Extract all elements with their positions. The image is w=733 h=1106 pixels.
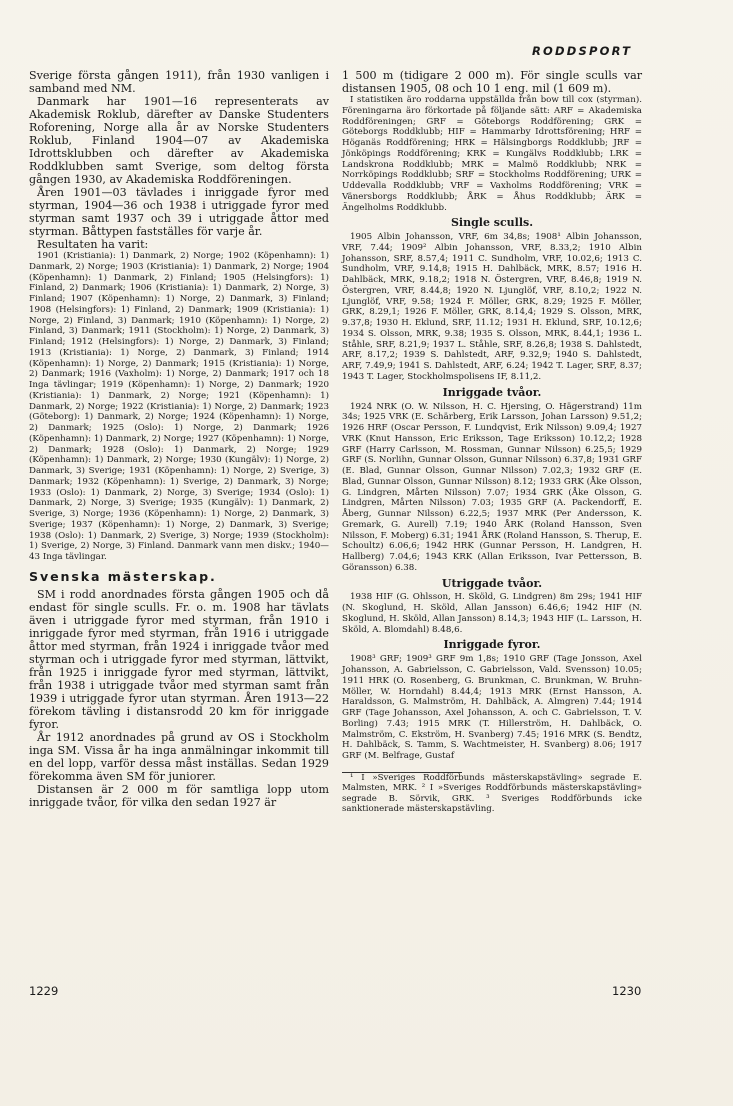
intro-paragraph: Danmark har 1901—16 representerats av Akademisk Roklub, därefter av Danske Studenters Roforening, Norge alla år av Norske Studenters Roklub, Finland 1904—07 av Akademiska Idrottsklubben och därefter av Akademiska Roddklubben samt Sverige, som deltog första gången 1930, av Akademiska Roddföreningen. [29, 95, 329, 186]
sm-paragraph: Distansen är 2 000 m för samtliga lopp utom inriggade tvåor, för vilka den sedan 1927 är [29, 782, 329, 809]
sm-paragraph: SM i rodd anordnades första gången 1905 och då endast för single sculls. Fr. o. m. 1908 har tävlats även i utriggade fyror med styrman, från 1910 i inriggade fyror med styrman, från 1916 i utriggade åttor med styrman, från 1924 i inriggade tvåor med styrman och i utriggade fyror med styrman, lättvikt, från 1925 i inriggade fyror med styrman, lättvikt, från 1938 i utriggade tvåor med styrman samt från 1939 i utriggade fyror utan styrman. Åren 1913—22 förekom tävling i distansrodd 20 km för inriggade fyror. [29, 587, 329, 731]
page-number-left: 1229 [29, 984, 59, 998]
section-title-inriggade-fyror: Inriggade fyror. [443, 638, 541, 652]
continuation-paragraph: 1 500 m (tidigare 2 000 m). För single sculls var distansen 1905, 08 och 10 1 eng. mil (1 609 m). [342, 69, 642, 95]
intro-paragraph: Åren 1901—03 tävlades i inriggade fyror med styrman, 1904—36 och 1938 i utriggade fyror med styrman samt 1937 och 39 i utriggade åttor med styrman. Båttypen fastställes för varje år. [29, 186, 329, 238]
inriggade-tvaor-results: 1924 NRK (O. W. Nilsson, H. C. Hjersing, O. Hägerstrand) 11m 34s; 1925 VRK (E. Schärberg, Erik Larsson, Johan Larsson) 9.51,2; 1926 HRF (Oscar Persson, F. Lundqvist, Erik Nilsson) 9.09,4; 1927 VRK (Knut Hansson, Eric Eriksson, Tage Eriksson) 10.12,2; 1928 GRF (Harry Carlsson, M. Rossman, Gunnar Nilsson) 6.25,5; 1929 GRF (S. Norlihn, Gunnar Olsson, Gunnar Nilsson) 6.37,8; 1931 GRF (E. Blad, Gunnar Olsson, Gunnar Nilsson) 7.02,3; 1932 GRF (E. Blad, Gunnar Olsson, Gunnar Nilsson) 8.12; 1933 GRK (Åke Olsson, G. Lindgren, Mårten Nilsson) 7.07; 1934 GRK (Åke Olsson, G. Lindgren, Mårten Nilsson) 7.03; 1935 GRF (A. Packendorff, E. Åberg, Gunnar Nilsson) 6.22,5; 1937 MRK (Per Andersson, K. Gremark, G. Aurell) 7.19; 1940 ÅRK (Roland Hansson, Sven Nilsson, F. Moberg) 6.31; 1941 ÅRK (Roland Hansson, S. Therup, E. Schoultz) 6.06,6; 1942 HRK (Gunnar Persson, H. Landgren, H. Hallberg) 7.04,6; 1943 KRK (Allan Eriksson, Ivar Pettersson, B. Göransson) 6.38. [342, 401, 642, 573]
utriggade-tvaor-results: 1938 HIF (G. Ohlsson, H. Sköld, G. Lindgren) 8m 29s; 1941 HIF (N. Skoglund, H. Sköld, Allan Jansson) 6.46,6; 1942 HIF (N. Skoglund, H. Sköld, Allan Jansson) 8.14,3; 1943 HIF (L. Larsson, H. Sköld, A. Blomdahl) 8.48,6. [342, 592, 642, 635]
section-heading: Svenska mästerskap. [29, 568, 217, 584]
single-sculls-results: 1905 Albin Johansson, VRF, 6m 34,8s; 1908¹ Albin Johansson, VRF, 7.44; 1909² Albin Johansson, VRF, 8.33,2; 1910 Albin Johansson, SRF, 8.57,4; 1911 C. Sundholm, VRF, 10.02,6; 1913 C. Sundholm, VRF, 9.14,8; 1915 H. Dahlbäck, MRK, 8.57; 1916 H. Dahlbäck, MRK, 9.18,2; 1918 N. Östergren, VRF, 8.46,8; 1919 N. Östergren, VRF, 8.44,8; 1920 N. Ljunglöf, VRF, 8.10,2; 1922 N. Ljunglöf, VRF, 9.58; 1924 F. Möller, GRK, 8.29; 1925 F. Möller, GRK, 8.29,1; 1926 F. Möller, GRK, 8.14,4; 1929 S. Olsson, MRK, 9.37,8; 1930 H. Eklund, SRF, 11.12; 1931 H. Eklund, SRF, 10.12,6; 1934 S. Olsson, MRK, 9.38; 1935 S. Olsson, MRK, 8.44,1; 1936 L. Ståhle, SRF, 8.21,9; 1937 L. Ståhle, SRF, 8.26,8; 1938 S. Dahlstedt, ARF, 8.17,2; 1939 S. Dahlstedt, ARF, 9.32,9; 1940 S. Dahlstedt, ARF, 7.49,9; 1941 S. Dahlstedt, ARF, 6.24; 1942 T. Lager, SRF, 8.37; 1943 T. Lager, Stockholmspolisens IF, 8.11,2. [342, 232, 642, 382]
abbreviations-paragraph: I statistiken äro roddarna uppställda från bow till cox (styrman). Föreningarna äro förkortade på följande sätt: ARF = Akademiska Roddföreningen; GRF = Göteborgs Roddförening; GRK = Göteborgs Roddklubb; HIF = Hammarby Idrottsförening; HRF = Höganäs Roddförening; HRK = Hälsingborgs Roddklubb; JRF = Jönköpings Roddförening; KRK = Kungälvs Roddklubb; LRK = Landskrona Roddklubb; MRK = Malmö Roddklubb; NRK = Norrköpings Roddklubb; SRF = Stockholms Roddförening; URK = Uddevalla Roddklubb; VRF = Vaxholms Roddförening; VRK = Vänersborgs Roddklubb; ÅRK = Åhus Roddklubb; ÄRK = Ängelholms Roddklubb. [342, 95, 642, 213]
section-title-inriggade-tvaor: Inriggade tvåor. [442, 385, 542, 399]
results-list: 1901 (Kristiania): 1) Danmark, 2) Norge; 1902 (Köpenhamn): 1) Danmark, 2) Norge; 1903 (Kristiania): 1) Danmark, 2) Norge; 1904 (Köpenhamn): 1) Danmark, 2) Finland; 1905 (Helsingfors): 1) Finland, 2) Danmark; 1906 (Kristiania): 1) Danmark, 2) Norge, 3) Finland; 1907 (Köpenhamn): 1) Norge, 2) Danmark, 3) Finland; 1908 (Helsingfors): 1) Finland, 2) Danmark; 1909 (Kristiania): 1) Norge, 2) Finland, 3) Danmark; 1910 (Köpenhamn): 1) Norge, 2) Finland, 3) Danmark; 1911 (Stockholm): 1) Norge, 2) Danmark, 3) Finland; 1912 (Helsingfors): 1) Norge, 2) Danmark, 3) Finland; 1913 (Kristiania): 1) Norge, 2) Danmark, 3) Finland; 1914 (Köpenhamn): 1) Norge, 2) Danmark; 1915 (Kristiania): 1) Norge, 2) Danmark; 1916 (Vaxholm): 1) Norge, 2) Danmark; 1917 och 18 Inga tävlingar; 1919 (Köpenhamn): 1) Norge, 2) Danmark; 1920 (Kristiania): 1) Danmark, 2) Norge; 1921 (Köpenhamn): 1) Danmark, 2) Norge; 1922 (Kristiania): 1) Norge, 2) Danmark; 1923 (Göteborg): 1) Danmark, 2) Norge; 1924 (Köpenhamn): 1) Norge, 2) Danmark; 1925 (Oslo): 1) Norge, 2) Danmark; 1926 (Köpenhamn): 1) Danmark, 2) Norge; 1927 (Köpenhamn): 1) Norge, 2) Danmark; 1928 (Oslo): 1) Danmark, 2) Norge; 1929 (Köpenhamn): 1) Danmark, 2) Norge; 1930 (Kungälv): 1) Norge, 2) Danmark, 3) Sverige; 1931 (Köpenhamn): 1) Norge, 2) Sverige, 3) Danmark; 1932 (Köpenhamn): 1) Sverige, 2) Danmark, 3) Norge; 1933 (Oslo): 1) Danmark, 2) Norge, 3) Sverige; 1934 (Oslo): 1) Danmark, 2) Norge, 3) Sverige; 1935 (Kungälv): 1) Danmark, 2) Sverige, 3) Norge; 1936 (Köpenhamn): 1) Norge, 2) Danmark, 3) Sverige; 1937 (Köpenhamn): 1) Norge, 2) Danmark, 3) Sverige; 1938 (Oslo): 1) Danmark, 2) Sverige, 3) Norge; 1939 (Stockholm): 1) Sverige, 2) Norge, 3) Finland. Danmark vann men diskv.; 1940—43 Inga tävlingar. [29, 251, 329, 562]
inriggade-fyror-results: 1908³ GRF; 1909³ GRF 9m 1,8s; 1910 GRF (Tage Jonsson, Axel Johansson, A. Gabrielsson, C. Gabrielsson, Vald. Svensson) 10.05; 1911 HRK (O. Rosenberg, G. Brunkman, C. Brunkman, W. Bruhn-Möller, W. Horndahl) 8.44,4; 1913 MRK (Ernst Hansson, A. Haraldsson, G. Malmström, H. Dahlbäck, A. Almgren) 7.44; 1914 GRF (Tage Johansson, Axel Johansson, A. och C. Gabrielsson, T. V. Borling) 7.43; 1915 MRK (T. Hillerström, H. Dahlbäck, O. Malmström, C. Ekström, H. Svanberg) 7.45; 1916 MRK (S. Bendtz, H. Dahlbäck, S. Tamm, S. Wachtmeister, H. Svanberg) 8.06; 1917 GRF (M. Belfrage, Gustaf [342, 654, 642, 762]
left-column [29, 69, 329, 809]
right-column [342, 69, 642, 815]
page-number-right: 1230 [612, 984, 642, 998]
running-head: RODDSPORT [532, 44, 633, 58]
footnotes: ¹ I »Sveriges Roddförbunds mästerskapstävling» segrade E. Malmsten, MRK. ² I »Sveriges Roddförbunds mästerskapstävling» segrade B. Sörvik, GRK. ³ Sveriges Roddförbunds icke sanktionerade mästerskapstävling. [342, 772, 642, 815]
sm-paragraph: År 1912 anordnades på grund av OS i Stockholm inga SM. Vissa år ha inga anmälningar inkommit till en del lopp, varför dessa måst inställas. Sedan 1929 förekomma även SM för juniorer. [29, 730, 329, 783]
intro-paragraph: Sverige första gången 1911), från 1930 vanligen i samband med NM. [29, 69, 329, 95]
section-title-single-sculls: Single sculls. [450, 216, 534, 230]
results-label: Resultaten ha varit: [37, 238, 149, 251]
section-title-utriggade-tvaor: Utriggade tvåor. [441, 576, 543, 590]
